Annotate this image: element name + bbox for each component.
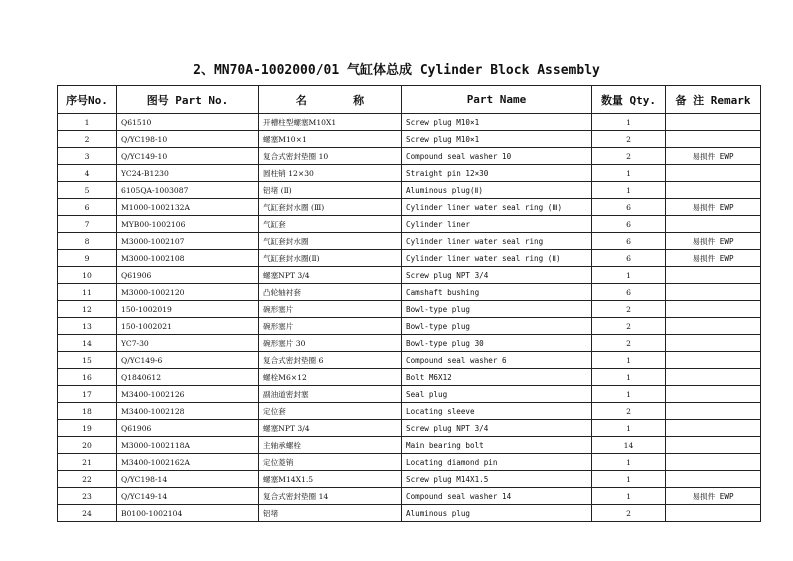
cell-qty: 1 <box>592 114 666 131</box>
cell-part-name: Camshaft bushing <box>402 284 592 301</box>
cell-part-name: Bowl-type plug <box>402 301 592 318</box>
cell-part-no: Q/YC149-14 <box>117 488 259 505</box>
cell-remark <box>666 131 761 148</box>
table-row <box>58 250 761 267</box>
cell-no: 19 <box>58 420 117 437</box>
table-header-row <box>58 86 761 114</box>
cell-no: 24 <box>58 505 117 522</box>
table-row <box>58 454 761 471</box>
table-row <box>58 131 761 148</box>
cell-no: 13 <box>58 318 117 335</box>
cell-part-no: M1000-1002132A <box>117 199 259 216</box>
table-row <box>58 403 761 420</box>
cell-part-no: M3000-1002118A <box>117 437 259 454</box>
cell-part-no: Q61510 <box>117 114 259 131</box>
cell-qty: 2 <box>592 301 666 318</box>
cell-part-no: YC7-30 <box>117 335 259 352</box>
cell-qty: 1 <box>592 369 666 386</box>
cell-remark <box>666 284 761 301</box>
cell-qty: 1 <box>592 352 666 369</box>
header-remark: 备 注 Remark <box>666 86 761 114</box>
table-row <box>58 471 761 488</box>
cell-part-name: Compound seal washer 14 <box>402 488 592 505</box>
cell-name-cn: 螺塞NPT 3/4 <box>259 420 402 437</box>
cell-part-no: YC24-B1230 <box>117 165 259 182</box>
page-title: 2、MN70A-1002000/01 气缸体总成 Cylinder Block Assembly <box>193 63 600 78</box>
cell-remark <box>666 114 761 131</box>
cell-remark: 易损件 EWP <box>666 233 761 250</box>
cell-qty: 2 <box>592 148 666 165</box>
cell-name-cn: 定位菱销 <box>259 454 402 471</box>
cell-remark <box>666 437 761 454</box>
cell-name-cn: 铝堵 <box>259 505 402 522</box>
cell-no: 2 <box>58 131 117 148</box>
cell-part-name: Cylinder liner water seal ring (Ⅱ) <box>402 250 592 267</box>
cell-part-no: M3000-1002108 <box>117 250 259 267</box>
cell-name-cn: 碗形塞片 <box>259 318 402 335</box>
cell-remark <box>666 318 761 335</box>
cell-part-name: Screw plug NPT 3/4 <box>402 267 592 284</box>
cell-qty: 6 <box>592 250 666 267</box>
cell-part-name: Cylinder liner <box>402 216 592 233</box>
cell-no: 6 <box>58 199 117 216</box>
cell-no: 21 <box>58 454 117 471</box>
cell-qty: 1 <box>592 182 666 199</box>
table-row <box>58 318 761 335</box>
table-row <box>58 267 761 284</box>
cell-part-no: M3000-1002107 <box>117 233 259 250</box>
cell-name-cn: 复合式密封垫圈 6 <box>259 352 402 369</box>
cell-part-no: M3400-1002128 <box>117 403 259 420</box>
cell-name-cn: 副油道密封塞 <box>259 386 402 403</box>
cell-no: 10 <box>58 267 117 284</box>
cell-qty: 2 <box>592 318 666 335</box>
cell-name-cn: 螺塞NPT 3/4 <box>259 267 402 284</box>
cell-part-name: Cylinder liner water seal ring <box>402 233 592 250</box>
table-row <box>58 216 761 233</box>
header-part-no: 图号 Part No. <box>117 86 259 114</box>
cell-qty: 1 <box>592 488 666 505</box>
cell-qty: 6 <box>592 233 666 250</box>
cell-part-name: Seal plug <box>402 386 592 403</box>
cell-name-cn: 螺栓M6×12 <box>259 369 402 386</box>
cell-no: 7 <box>58 216 117 233</box>
cell-part-no: M3400-1002162A <box>117 454 259 471</box>
cell-part-no: 6105QA-1003087 <box>117 182 259 199</box>
table-row <box>58 488 761 505</box>
cell-remark: 易损件 EWP <box>666 250 761 267</box>
cell-part-no: Q61906 <box>117 420 259 437</box>
table-row <box>58 284 761 301</box>
cell-qty: 1 <box>592 454 666 471</box>
cell-qty: 6 <box>592 284 666 301</box>
cell-no: 12 <box>58 301 117 318</box>
table-row <box>58 420 761 437</box>
cell-part-name: Aluminous plug <box>402 505 592 522</box>
cell-part-name: Screw plug M14X1.5 <box>402 471 592 488</box>
cell-name-cn: 开槽柱型螺塞M10X1 <box>259 114 402 131</box>
cell-part-name: Locating diamond pin <box>402 454 592 471</box>
cell-remark <box>666 471 761 488</box>
cell-remark <box>666 420 761 437</box>
cell-part-no: Q/YC149-10 <box>117 148 259 165</box>
cell-part-name: Bowl-type plug 30 <box>402 335 592 352</box>
cell-part-no: MYB00-1002106 <box>117 216 259 233</box>
cell-no: 14 <box>58 335 117 352</box>
cell-part-no: Q/YC149-6 <box>117 352 259 369</box>
header-part-name: Part Name <box>402 86 592 114</box>
cell-qty: 1 <box>592 471 666 488</box>
cell-remark <box>666 454 761 471</box>
header-no: 序号No. <box>58 86 117 114</box>
cell-no: 5 <box>58 182 117 199</box>
cell-no: 9 <box>58 250 117 267</box>
cell-no: 18 <box>58 403 117 420</box>
table-row <box>58 199 761 216</box>
parts-table <box>57 85 761 522</box>
cell-part-name: Bowl-type plug <box>402 318 592 335</box>
table-row <box>58 301 761 318</box>
cell-remark <box>666 386 761 403</box>
cell-name-cn: 螺塞M10×1 <box>259 131 402 148</box>
cell-part-no: Q/YC198-10 <box>117 131 259 148</box>
cell-part-no: M3400-1002126 <box>117 386 259 403</box>
cell-part-name: Straight pin 12×30 <box>402 165 592 182</box>
cell-qty: 2 <box>592 131 666 148</box>
table-row <box>58 369 761 386</box>
cell-remark <box>666 335 761 352</box>
table-row <box>58 386 761 403</box>
cell-name-cn: 气缸套 <box>259 216 402 233</box>
cell-remark <box>666 352 761 369</box>
cell-name-cn: 碗形塞片 <box>259 301 402 318</box>
cell-no: 11 <box>58 284 117 301</box>
cell-name-cn: 定位套 <box>259 403 402 420</box>
cell-name-cn: 复合式密封垫圈 10 <box>259 148 402 165</box>
table-row <box>58 352 761 369</box>
header-name-cn: 名 称 <box>259 86 402 114</box>
table-row <box>58 114 761 131</box>
cell-no: 23 <box>58 488 117 505</box>
cell-no: 15 <box>58 352 117 369</box>
cell-part-name: Locating sleeve <box>402 403 592 420</box>
cell-name-cn: 碗形塞片 30 <box>259 335 402 352</box>
cell-remark <box>666 267 761 284</box>
cell-part-name: Compound seal washer 6 <box>402 352 592 369</box>
cell-part-no: M3000-1002120 <box>117 284 259 301</box>
cell-qty: 2 <box>592 505 666 522</box>
cell-remark <box>666 505 761 522</box>
cell-part-name: Screw plug M10×1 <box>402 114 592 131</box>
cell-qty: 6 <box>592 216 666 233</box>
cell-part-name: Screw plug NPT 3/4 <box>402 420 592 437</box>
cell-qty: 1 <box>592 165 666 182</box>
cell-no: 1 <box>58 114 117 131</box>
cell-remark <box>666 369 761 386</box>
cell-qty: 14 <box>592 437 666 454</box>
table-row <box>58 335 761 352</box>
table-row <box>58 182 761 199</box>
cell-name-cn: 气缸套封水圈 (Ⅲ) <box>259 199 402 216</box>
cell-remark <box>666 182 761 199</box>
cell-part-name: Aluminous plug(Ⅱ) <box>402 182 592 199</box>
cell-part-name: Cylinder liner water seal ring (Ⅲ) <box>402 199 592 216</box>
cell-qty: 1 <box>592 420 666 437</box>
cell-part-name: Screw plug M10×1 <box>402 131 592 148</box>
table-row <box>58 148 761 165</box>
cell-no: 8 <box>58 233 117 250</box>
cell-remark <box>666 301 761 318</box>
cell-part-name: Compound seal washer 10 <box>402 148 592 165</box>
cell-name-cn: 气缸套封水圈(Ⅱ) <box>259 250 402 267</box>
cell-part-no: Q61906 <box>117 267 259 284</box>
cell-remark: 易损件 EWP <box>666 488 761 505</box>
cell-name-cn: 主轴承螺栓 <box>259 437 402 454</box>
cell-remark <box>666 216 761 233</box>
cell-qty: 2 <box>592 335 666 352</box>
table-row <box>58 437 761 454</box>
cell-part-no: Q/YC198-14 <box>117 471 259 488</box>
cell-name-cn: 铝堵 (Ⅱ) <box>259 182 402 199</box>
cell-part-no: B0100-1002104 <box>117 505 259 522</box>
cell-name-cn: 复合式密封垫圈 14 <box>259 488 402 505</box>
table-row <box>58 233 761 250</box>
cell-no: 22 <box>58 471 117 488</box>
cell-name-cn: 气缸套封水圈 <box>259 233 402 250</box>
cell-no: 3 <box>58 148 117 165</box>
cell-part-no: 150-1002019 <box>117 301 259 318</box>
cell-qty: 1 <box>592 386 666 403</box>
header-qty: 数量 Qty. <box>592 86 666 114</box>
cell-qty: 2 <box>592 403 666 420</box>
cell-name-cn: 圆柱销 12×30 <box>259 165 402 182</box>
cell-name-cn: 凸轮轴衬套 <box>259 284 402 301</box>
cell-part-name: Main bearing bolt <box>402 437 592 454</box>
cell-no: 4 <box>58 165 117 182</box>
cell-remark: 易损件 EWP <box>666 148 761 165</box>
cell-remark: 易损件 EWP <box>666 199 761 216</box>
cell-qty: 1 <box>592 267 666 284</box>
cell-remark <box>666 165 761 182</box>
cell-no: 20 <box>58 437 117 454</box>
cell-no: 17 <box>58 386 117 403</box>
cell-qty: 6 <box>592 199 666 216</box>
cell-part-name: Bolt M6X12 <box>402 369 592 386</box>
cell-remark <box>666 403 761 420</box>
cell-name-cn: 螺塞M14X1.5 <box>259 471 402 488</box>
cell-part-no: Q1840612 <box>117 369 259 386</box>
table-row <box>58 505 761 522</box>
table-row <box>58 165 761 182</box>
cell-no: 16 <box>58 369 117 386</box>
cell-part-no: 150-1002021 <box>117 318 259 335</box>
